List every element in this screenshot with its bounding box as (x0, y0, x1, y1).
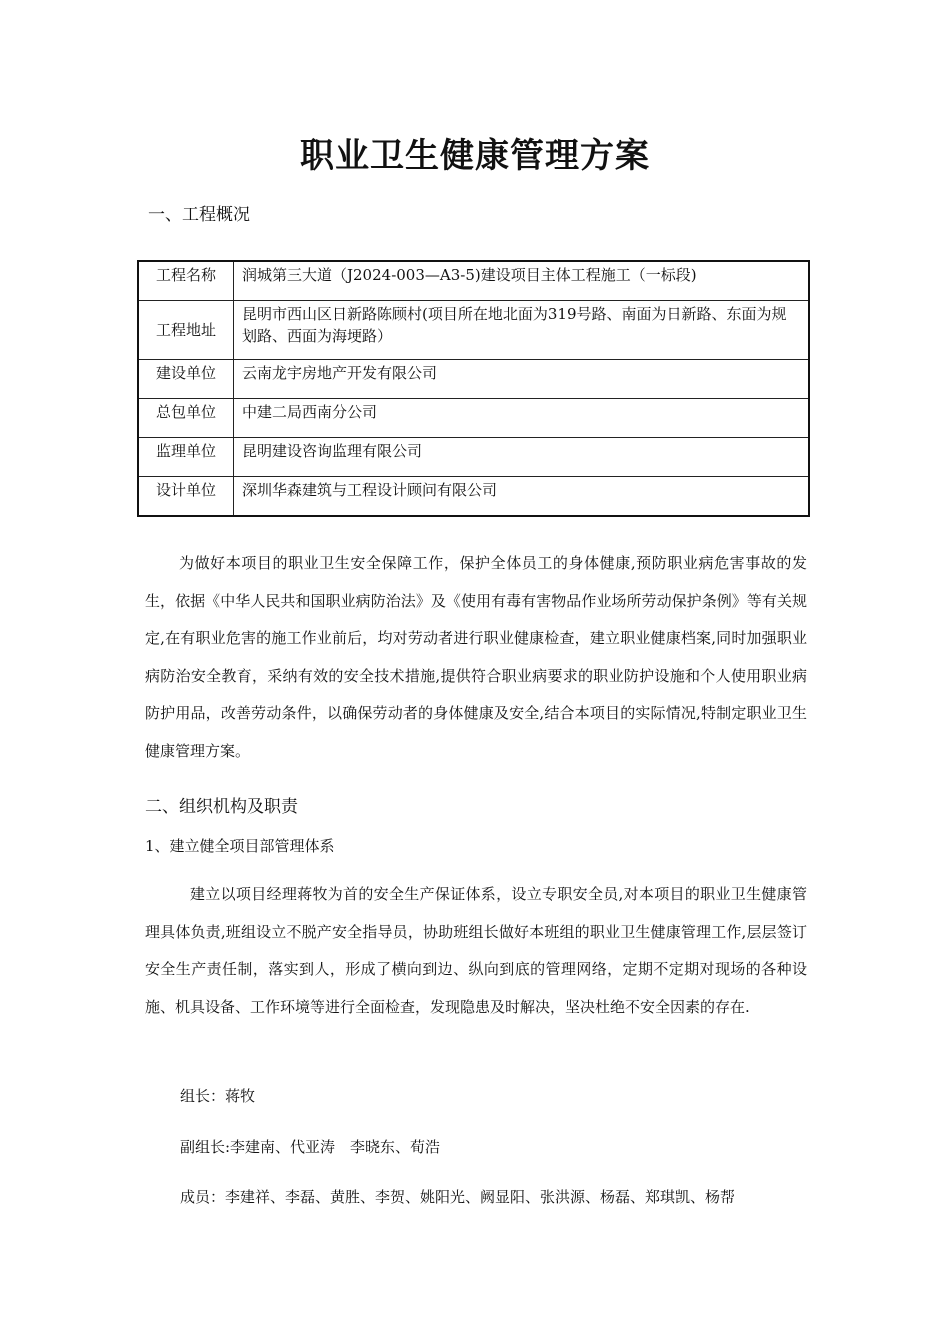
table-key: 工程名称 (138, 261, 234, 301)
page-title: 职业卫生健康管理方案 (300, 136, 650, 176)
table-key: 建设单位 (138, 360, 234, 399)
table-key: 总包单位 (138, 399, 234, 438)
table-row (138, 360, 809, 399)
section-heading-organization: 二、组织机构及职责 (145, 797, 298, 817)
table-value: 昆明市西山区日新路陈顾村(项目所在地北面为319号路、南面为日新路、东面为规划路、西面为海埂路） (234, 301, 810, 360)
table-row (138, 438, 809, 477)
table-value: 云南龙宇房地产开发有限公司 (234, 360, 810, 399)
group-members: 成员：李建祥、李磊、黄胜、李贺、姚阳光、阙显阳、张洪源、杨磊、郑琪凯、杨帮 (180, 1188, 736, 1206)
table-key: 工程地址 (138, 301, 234, 360)
table-value: 润城第三大道（J2024-003—A3-5)建设项目主体工程施工（一标段) (234, 261, 810, 301)
table-row (138, 261, 809, 301)
section-heading-overview: 一、工程概况 (148, 205, 250, 225)
subsection-heading: 1、建立健全项目部管理体系 (145, 837, 335, 855)
table-value: 深圳华森建筑与工程设计顾问有限公司 (234, 477, 810, 517)
table-row (138, 301, 809, 360)
table-key: 设计单位 (138, 477, 234, 517)
intro-paragraph: 为做好本项目的职业卫生安全保障工作，保护全体员工的身体健康,预防职业病危害事故的发生，依据《中华人民共和国职业病防治法》及《使用有毒有害物品作业场所劳动保护条例》等有关规定,在有职业危害的施工作业前后，均对劳动者进行职业健康检查，建立职业健康档案,同时加强职业病防治安全教育，采纳有效的安全技术措施,提供符合职业病要求的职业防护设施和个人使用职业病防护用品，改善劳动条件，以确保劳动者的身体健康及安全,结合本项目的实际情况,特制定职业卫生健康管理方案。 (145, 554, 807, 760)
table-row (138, 477, 809, 517)
management-paragraph: 建立以项目经理蒋牧为首的安全生产保证体系，设立专职安全员,对本项目的职业卫生健康管理具体负责,班组设立不脱产安全指导员，协助班组长做好本班组的职业卫生健康管理工作,层层签订安全生产责任制，落实到人，形成了横向到边、纵向到底的管理网络，定期不定期对现场的各种设施、机具设备、工作环境等进行全面检查，发现隐患及时解决，坚决杜绝不安全因素的存在. (145, 885, 807, 1016)
table-row (138, 399, 809, 438)
table-key: 监理单位 (138, 438, 234, 477)
deputy-leaders: 副组长:李建南、代亚涛 李晓东、荀浩 (180, 1138, 441, 1156)
table-value: 中建二局西南分公司 (234, 399, 810, 438)
table-value: 昆明建设咨询监理有限公司 (234, 438, 810, 477)
project-info-table (137, 260, 810, 517)
group-leader: 组长：蒋牧 (180, 1087, 256, 1105)
